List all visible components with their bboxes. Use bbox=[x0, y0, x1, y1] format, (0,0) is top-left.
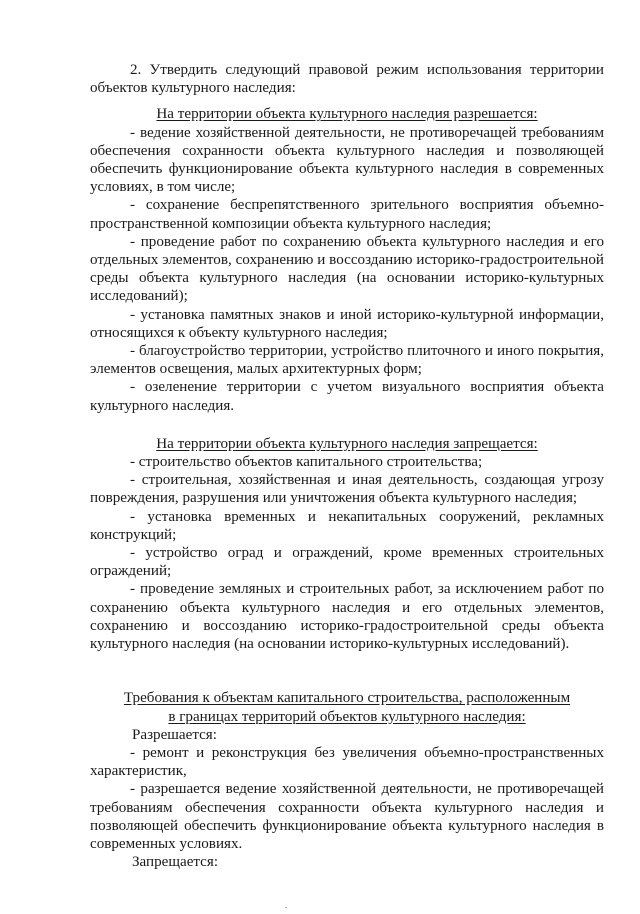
allowed-item-1: - ведение хозяйственной деятельности, не противоречащей требованиям обеспечения сохранности объекта культурного наследия и позволяющей обеспечить функционирование объекта культурного наследия в современных условиях, в том числе; bbox=[90, 124, 604, 196]
forbidden-item-5: - проведение земляных и строительных работ, за исключением работ по сохранению объекта культурного наследия и его отдельных элементов, сохранению и воссозданию историко-градостроительной среды объекта культурного наследия (на основании историко-культурных исследований). bbox=[90, 581, 604, 653]
allowed-item-3: - проведение работ по сохранению объекта культурного наследия и его отдельных элементов, сохранению и воссозданию историко-градостроительной среды объекта культурного наследия (на основании историко-культурных исследований); bbox=[90, 233, 604, 305]
forbidden-item-4: - устройство оград и ограждений, кроме временных строительных ограждений; bbox=[90, 545, 604, 580]
document-body bbox=[90, 61, 604, 871]
requirements-item-2: - разрешается ведение хозяйственной деятельности, не противоречащей требованиям обеспечения сохранности объекта культурного наследия и позволяющей обеспечить функционирование объекта культурного наследия в современных условиях. bbox=[90, 781, 604, 852]
requirements-heading-line-1: Требования к объектам капитального строительства, расположенным bbox=[123, 690, 571, 707]
forbidden-item-3: - установка временных и некапитальных сооружений, рекламных конструкций; bbox=[90, 508, 604, 543]
forbidden-heading: На территории объекта культурного наследия запрещается: bbox=[156, 435, 538, 452]
allowed-item-4: - установка памятных знаков и иной историко-культурной информации, относящихся к объекту культурного наследия; bbox=[90, 306, 604, 341]
allowed-heading: На территории объекта культурного наследия разрешается: bbox=[156, 106, 538, 123]
intro-paragraph: 2. Утвердить следующий правовой режим использования территории объектов культурного наследия: bbox=[90, 62, 604, 97]
requirements-allowed-label: Разрешается: bbox=[132, 726, 217, 743]
requirements-heading-line-2: в границах территорий объектов культурного наследия: bbox=[168, 708, 526, 725]
requirements-item-1: - ремонт и реконструкция без увеличения объемно-пространственных характеристик, bbox=[90, 744, 604, 780]
allowed-item-5: - благоустройство территории, устройство плиточного и иного покрытия, элементов освещения, малых архитектурных форм; bbox=[90, 343, 604, 378]
requirements-forbidden-label: Запрещается: bbox=[132, 854, 219, 871]
allowed-item-6: - озеленение территории с учетом визуального восприятия объекта культурного наследия. bbox=[90, 379, 604, 414]
forbidden-item-2: - строительная, хозяйственная и иная деятельность, создающая угрозу повреждения, разрушения или уничтожения объекта культурного наследия; bbox=[90, 472, 604, 507]
forbidden-item-1: - строительство объектов капитального строительства; bbox=[130, 454, 483, 471]
page-footer-mark: . bbox=[285, 900, 288, 910]
allowed-item-2: - сохранение беспрепятственного зрительного восприятия объемно-пространственной композиции объекта культурного наследия; bbox=[90, 197, 604, 232]
